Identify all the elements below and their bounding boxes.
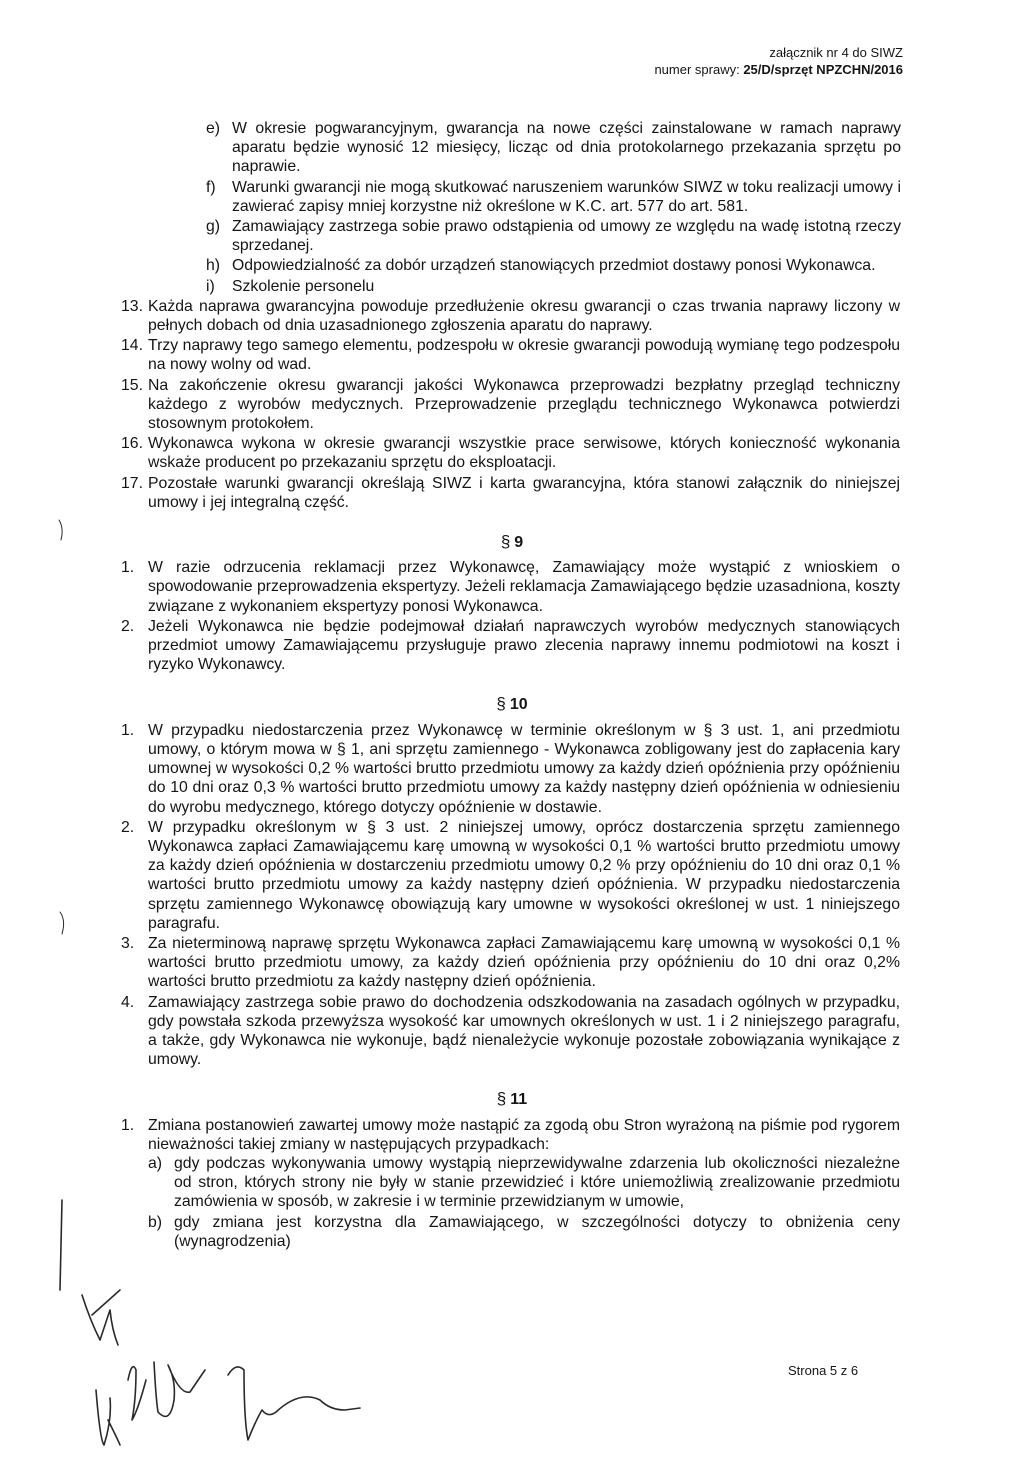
item-marker: f) (206, 178, 216, 196)
case-number-label: numer sprawy: (654, 62, 740, 77)
item-text: Na zakończenie okresu gwarancji jakości Wykonawca przeprowadzi bezpłatny przegląd techniczny każdego z wyrobów medycznych. Przeprowadzenie przeglądu technicznego Wykonawca potwierdzi stosownym protokołem. (148, 376, 900, 433)
section-heading-9 (0, 532, 1024, 552)
item-marker: a) (148, 1154, 163, 1172)
section-symbol: § (500, 532, 511, 552)
item-text: W przypadku niedostarczenia przez Wykonawcę w terminie określonym w § 3 ust. 1, ani przedmiotu umowy, o którym mowa w § 1, ani sprzętu zamiennego - Wykonawca zobligowany jest do zapłacenia kary umownej w wysokości 0,2 % wartości brutto przedmiotu umowy za każdy dzień opóźnienia przy opóźnieniu do 10 dni oraz 0,3 % wartości brutto przedmiotu umowy za każdy następny dzień opóźnienia w odniesieniu do wyrobu medycznego, którego dotyczy opóźnienie w dostawie. (148, 721, 900, 816)
item-number: 1. (121, 721, 135, 739)
item-number: 17. (121, 474, 143, 492)
item-text: W przypadku określonym w § 3 ust. 2 niniejszej umowy, oprócz dostarczenia sprzętu zamiennego Wykonawca zapłaci Zamawiającemu karę umowną w wysokości 0,1 % wartości brutto przedmiotu umowy za każdy dzień opóźnienia w dostarczeniu przedmiotu umowy 0,2 % przy opóźnieniu do 10 dni oraz 0,1 % wartości brutto przedmiotu umowy za każdy następny dzień opóźnienia. W przypadku niedostarczenia sprzętu zamiennego Wykonawcę obowiązują kary umowne w wysokości określonej w ust. 1 niniejszego paragrafu. (148, 818, 900, 932)
list-item (0, 1213, 900, 1251)
item-number: 1. (121, 1116, 135, 1134)
list-item (0, 277, 901, 296)
item-marker: g) (206, 218, 221, 236)
item-text: gdy zmiana jest korzystna dla Zamawiającego, w szczególności dotyczy to obniżenia ceny (wynagrodzenia) (174, 1213, 900, 1250)
item-text: W razie odrzucenia reklamacji przez Wykonawcę, Zamawiający może wystąpić z wnioskiem o spowodowanie przeprowadzenia ekspertyzy. Jeżeli reklamacja Zamawiającego będzie uzasadniona, koszty związane z wykonaniem ekspertyzy ponosi Wykonawca. (148, 559, 900, 615)
numbered-item (0, 617, 900, 675)
list-item (0, 119, 901, 177)
initials-stroke (96, 1390, 120, 1445)
numbered-item (0, 434, 900, 472)
numbered-item (0, 934, 900, 992)
item-text: Zamawiający zastrzega sobie prawo do dochodzenia odszkodowania na zasadach ogólnych w przypadku, gdy powstała szkoda przewyższa wysokość kar umownych określonych w ust. 1 i 2 niniejszego paragrafu, a także, gdy Wykonawca nie wykonuje, bądź nienależycie wykonuje pozostałe zobowiązania wynikające z umowy. (148, 993, 900, 1069)
item-marker: i) (206, 277, 215, 295)
case-number-value: 25/D/sprzęt NPZCHN/2016 (743, 62, 903, 77)
list-item (0, 178, 901, 216)
section-number: 9 (514, 534, 524, 552)
section-heading-11 (0, 1089, 1024, 1109)
list-item (0, 217, 901, 255)
section-number: 10 (509, 696, 528, 714)
numbered-item (0, 336, 900, 374)
item-text: Szkolenie personelu (232, 277, 375, 295)
numbered-item (0, 818, 900, 933)
page-number: Strona 5 z 6 (788, 1363, 859, 1378)
numbered-item (0, 993, 900, 1070)
section-heading-10 (0, 694, 1024, 714)
item-text: Wykonawca wykona w okresie gwarancji wszystkie prace serwisowe, których konieczność wykonania wskaże producent po przekazaniu sprzętu do eksploatacji. (148, 435, 900, 472)
initials-stroke (154, 1362, 205, 1416)
item-marker: b) (148, 1213, 163, 1231)
item-text: Każda naprawa gwarancyjna powoduje przedłużenie okresu gwarancji o czas trwania naprawy liczony w pełnych dobach od dnia uzasadnionego zgłoszenia aparatu do naprawy. (148, 297, 900, 335)
item-number: 16. (121, 435, 143, 453)
item-number: 1. (121, 559, 135, 577)
item-text: W okresie pogwarancyjnym, gwarancja na nowe części zainstalowane w ramach naprawy aparatu będzie wynosić 12 miesięcy, licząc od dnia protokolarnego przekazania sprzętu po naprawie. (232, 120, 901, 176)
item-marker: e) (206, 120, 221, 137)
item-number: 4. (121, 993, 135, 1011)
item-text: Pozostałe warunki gwarancji określają SIWZ i karta gwarancyjna, która stanowi załącznik do niniejszej umowy i jej integralną część. (148, 474, 900, 511)
item-text: Odpowiedzialność za dobór urządzeń stanowiących przedmiot dostawy ponosi Wykonawca. (232, 257, 876, 275)
item-text: gdy podczas wykonywania umowy wystąpią nieprzewidywalne zdarzenia lub okoliczności niezależne od stron, których strony nie były w stanie przewidzieć i które uniemożliwią zrealizowanie przedmiotu zamówienia w sposób, w zakresie i w terminie przewidzianym w umowie, (174, 1154, 900, 1211)
numbered-item (0, 558, 900, 616)
attachment-label: załącznik nr 4 do SIWZ (769, 45, 903, 60)
numbered-item (0, 721, 900, 817)
item-text: Zamawiający zastrzega sobie prawo odstąpienia od umowy ze względu na wadę istotną rzeczy sprzedanej. (232, 218, 901, 255)
item-number: 2. (121, 818, 135, 836)
numbered-item (0, 297, 900, 335)
list-item (0, 256, 901, 275)
item-number: 13. (121, 297, 143, 315)
document-body (0, 119, 1024, 1252)
item-text: Zmiana postanowień zawartej umowy może nastąpić za zgodą obu Stron wyrażoną na piśmie pod rygorem nieważności takiej zmiany w następujących przypadkach: (148, 1116, 900, 1153)
item-number: 14. (121, 337, 143, 355)
item-text: Jeżeli Wykonawca nie będzie podejmował działań naprawczych wyrobów medycznych stanowiących przedmiot umowy Zamawiającemu przysługuje prawo zlecenia naprawy innemu podmiotowi na koszt i ryzyko Wykonawcy. (148, 617, 900, 674)
item-number: 3. (121, 934, 135, 952)
item-text: Za nieterminową naprawę sprzętu Wykonawca zapłaci Zamawiającemu karę umowną w wysokości 0,1 % wartości brutto przedmiotu umowy, za każdy dzień opóźnienia przy opóźnieniu do 10 dni oraz 0,2% wartości brutto przedmiotu za każdy następny dzień opóźnienia. (148, 934, 900, 991)
case-number-line (654, 61, 903, 78)
item-text: Trzy naprawy tego samego elementu, podzespołu w okresie gwarancji powodują wymianę tego podzespołu na nowy wolny od wad. (148, 337, 900, 374)
list-item (0, 1154, 900, 1212)
page-header (654, 44, 903, 78)
section-number: 11 (510, 1091, 528, 1109)
numbered-item (0, 1116, 900, 1154)
initials-stroke (128, 1367, 146, 1420)
initials-stroke (82, 1290, 120, 1345)
signature-stroke (228, 1367, 360, 1440)
section-symbol: § (496, 694, 506, 714)
numbered-item (0, 376, 900, 434)
numbered-item (0, 474, 900, 512)
item-text: Warunki gwarancji nie mogą skutkować naruszeniem warunków SIWZ w toku realizacji umowy i zawierać zapisy mniej korzystne niż określone w K.C. art. 577 do art. 581. (232, 178, 901, 215)
item-marker: h) (206, 257, 221, 275)
item-number: 2. (121, 617, 135, 635)
section-symbol: § (496, 1089, 507, 1109)
item-number: 15. (121, 376, 143, 394)
